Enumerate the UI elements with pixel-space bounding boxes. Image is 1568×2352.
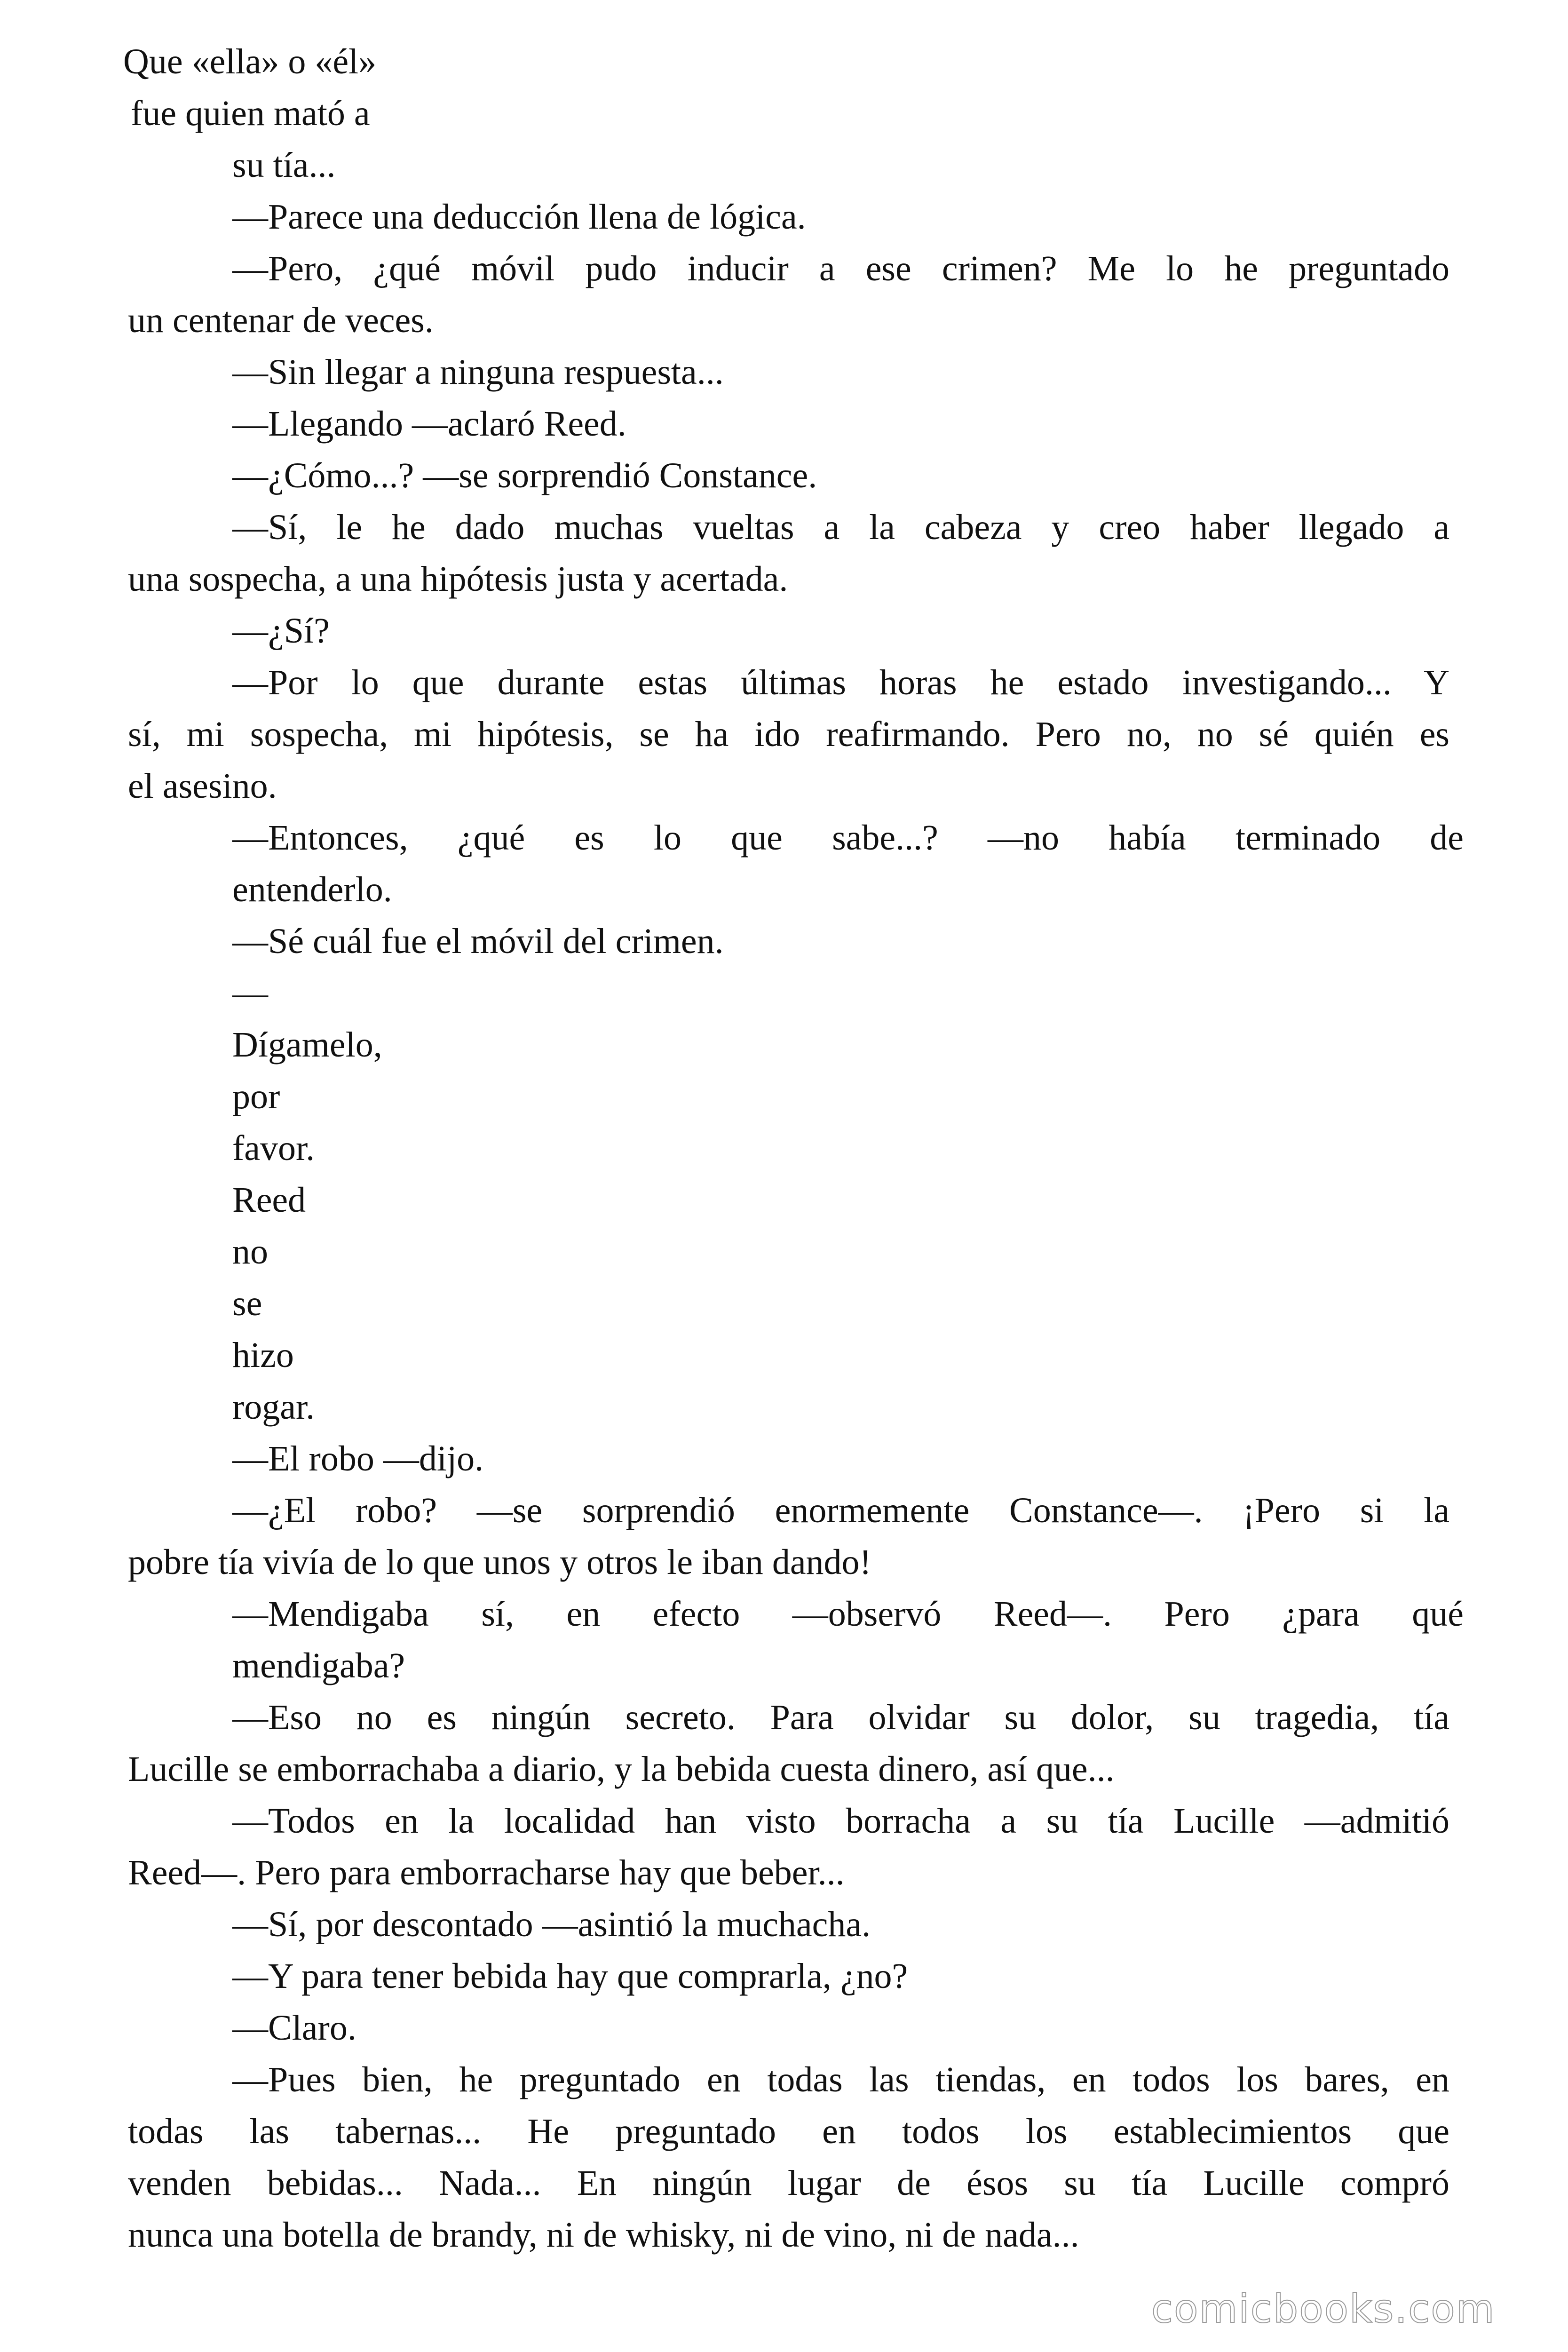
text-line: nunca una botella de brandy, ni de whisky, ni de vino, ni de nada...: [128, 2215, 1079, 2255]
text-line: —¿El robo? —se sorprendió enormemente Constance—. ¡Pero si la: [232, 1491, 1449, 1530]
text-line: —Pues bien, he preguntado en todas las tiendas, en todos los bares, en: [232, 2060, 1449, 2099]
text-line: Reed: [232, 1180, 306, 1220]
text-line: —Y para tener bebida hay que comprarla, ¿no?: [232, 1956, 908, 1996]
text-line: el asesino.: [128, 766, 277, 806]
text-line: pobre tía vivía de lo que unos y otros le iban dando!: [128, 1542, 871, 1582]
text-line: Que «ella» o «él»: [123, 42, 377, 81]
text-line: —El robo —dijo.: [232, 1439, 484, 1478]
text-line: todas las tabernas... He preguntado en todos los establecimientos que: [128, 2112, 1449, 2151]
text-line: un centenar de veces.: [128, 301, 434, 340]
text-line: —¿Sí?: [232, 611, 330, 651]
text-line: no: [232, 1232, 268, 1271]
text-line: —Eso no es ningún secreto. Para olvidar su dolor, su tragedia, tía: [232, 1698, 1449, 1737]
text-line: una sospecha, a una hipótesis justa y acertada.: [128, 559, 788, 599]
text-line: por: [232, 1077, 280, 1116]
text-line: —: [232, 973, 268, 1013]
text-line: Dígamelo,: [232, 1025, 382, 1065]
text-line: —Entonces, ¿qué es lo que sabe...? —no había terminado de: [232, 818, 1464, 858]
text-line: Lucille se emborrachaba a diario, y la bebida cuesta dinero, así que...: [128, 1749, 1115, 1789]
text-line: —Mendigaba sí, en efecto —observó Reed—. Pero ¿para qué: [232, 1594, 1464, 1634]
text-line: —Sí, por descontado —asintió la muchacha.: [232, 1905, 871, 1944]
text-line: —Parece una deducción llena de lógica.: [232, 197, 806, 237]
text-line: favor.: [232, 1128, 315, 1168]
text-line: rogar.: [232, 1387, 315, 1427]
text-line: hizo: [232, 1335, 294, 1375]
text-line: sí, mi sospecha, mi hipótesis, se ha ido reafirmando. Pero no, no sé quién es: [128, 715, 1449, 754]
text-line: —Todos en la localidad han visto borracha a su tía Lucille —admitió: [232, 1801, 1449, 1841]
text-line: —Por lo que durante estas últimas horas he estado investigando... Y: [232, 663, 1449, 702]
text-line: mendigaba?: [232, 1646, 405, 1685]
text-line: —Sí, le he dado muchas vueltas a la cabeza y creo haber llegado a: [232, 508, 1449, 547]
text-line: Reed—. Pero para emborracharse hay que beber...: [128, 1853, 845, 1892]
text-line: —Llegando —aclaró Reed.: [232, 404, 626, 444]
text-line: venden bebidas... Nada... En ningún lugar de ésos su tía Lucille compró: [128, 2163, 1449, 2203]
text-line: —¿Cómo...? —se sorprendió Constance.: [232, 456, 817, 495]
text-line: su tía...: [232, 145, 336, 185]
text-line: —Pero, ¿qué móvil pudo inducir a ese crimen? Me lo he preguntado: [232, 249, 1449, 288]
text-line: —Sé cuál fue el móvil del crimen.: [232, 922, 724, 961]
text-line: —Claro.: [232, 2008, 356, 2048]
text-line: se: [232, 1284, 262, 1323]
watermark-logo: comicbooks.com: [1151, 2286, 1496, 2332]
text-line: entenderlo.: [232, 870, 392, 909]
text-line: fue quien mató a: [131, 94, 370, 133]
text-line: —Sin llegar a ninguna respuesta...: [232, 352, 724, 392]
